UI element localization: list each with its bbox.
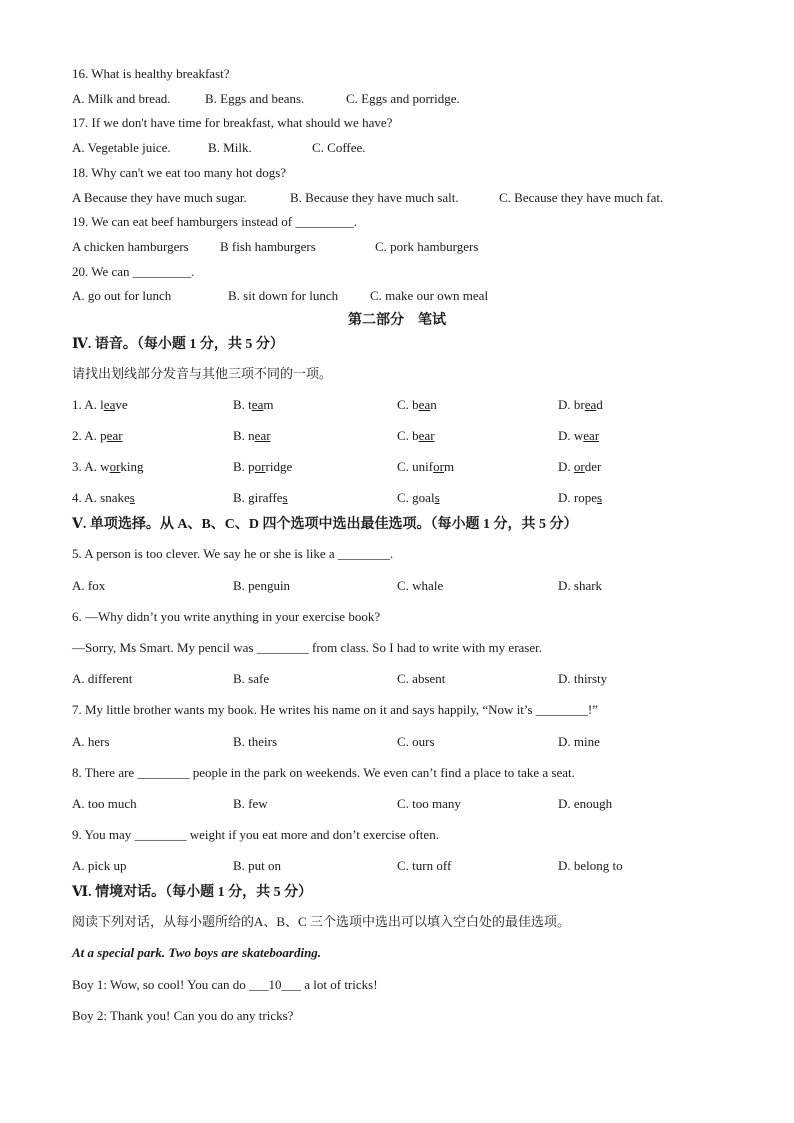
- q9-option-d: D. belong to: [558, 858, 623, 873]
- phonics-4-option-d: D. ropes: [558, 490, 603, 505]
- question-6-stem-2: —Sorry, Ms Smart. My pencil was ________ from class. So I had to write with my eraser.: [72, 640, 542, 655]
- q7-option-d: D. mine: [558, 734, 600, 749]
- q7-option-b: B. theirs: [233, 734, 278, 749]
- q19-option-b: B fish hamburgers: [220, 239, 316, 254]
- q19-option-a: A chicken hamburgers: [72, 239, 189, 254]
- question-9-stem: 9. You may ________ weight if you eat more and don’t exercise often.: [72, 827, 439, 842]
- q5-option-a: A. fox: [72, 578, 106, 593]
- q5-option-d: D. shark: [558, 578, 603, 593]
- question-8-stem: 8. There are ________ people in the park on weekends. We even can’t find a place to take a seat.: [72, 765, 575, 780]
- blank-10[interactable]: ___10___: [249, 977, 301, 992]
- phonics-2-option-c: C. bear: [397, 428, 435, 443]
- q19-option-c: C. pork hamburgers: [375, 239, 479, 254]
- q20-option-a: A. go out for lunch: [72, 288, 172, 303]
- q8-option-d: D. enough: [558, 796, 613, 811]
- question-19-stem: 19. We can eat beef hamburgers instead of _________.: [72, 214, 358, 229]
- phonics-4-option-a: 4. A. snakes: [72, 490, 135, 505]
- section-6-title: Ⅵ. 情境对话。（每小题 1 分，共 5 分）: [72, 885, 313, 900]
- q17-option-c: C. Coffee.: [312, 140, 366, 155]
- question-18-stem: 18. Why can't we eat too many hot dogs?: [72, 165, 287, 180]
- part-two-title: 第二部分 笔试: [348, 313, 446, 328]
- q9-option-a: A. pick up: [72, 858, 127, 873]
- question-7-stem: 7. My little brother wants my book. He writes his name on it and says happily, “Now it’s ________!”: [72, 702, 598, 717]
- phonics-3-option-d: D. order: [558, 459, 602, 474]
- phonics-3-option-a: 3. A. working: [72, 459, 144, 474]
- phonics-2-option-b: B. near: [233, 428, 271, 443]
- q8-option-a: A. too much: [72, 796, 137, 811]
- q8-option-c: C. too many: [397, 796, 461, 811]
- question-20-stem: 20. We can _________.: [72, 264, 195, 279]
- section-5-title: Ⅴ. 单项选择。从 A、B、C、D 四个选项中选出最佳选项。（每小题 1 分，共 5 分）: [72, 517, 578, 532]
- phonics-4-option-c: C. goals: [397, 490, 440, 505]
- q9-option-c: C. turn off: [397, 858, 452, 873]
- dialogue-scene: At a special park. Two boys are skateboarding.: [72, 945, 322, 960]
- question-6-stem-1: 6. —Why didn’t you write anything in your exercise book?: [72, 609, 381, 624]
- question-17-stem: 17. If we don't have time for breakfast, what should we have?: [72, 115, 393, 130]
- dialogue-line-1: Boy 1: Wow, so cool! You can do ___10___ a lot of tricks!: [72, 977, 378, 992]
- section-4-title: Ⅳ. 语音。（每小题 1 分，共 5 分）: [72, 337, 284, 352]
- phonics-1-option-d: D. bread: [558, 397, 603, 412]
- q18-option-b: B. Because they have much salt.: [290, 190, 459, 205]
- q9-option-b: B. put on: [233, 858, 282, 873]
- phonics-4-option-b: B. giraffes: [233, 490, 288, 505]
- q16-option-a: A. Milk and bread.: [72, 91, 171, 106]
- section-4-instruction: 请找出划线部分发音与其他三项不同的一项。: [72, 366, 333, 381]
- q5-option-c: C. whale: [397, 578, 444, 593]
- phonics-3-option-c: C. uniform: [397, 459, 455, 474]
- phonics-2-option-d: D. wear: [558, 428, 600, 443]
- phonics-1-option-b: B. team: [233, 397, 274, 412]
- q7-option-a: A. hers: [72, 734, 110, 749]
- phonics-3-option-b: B. porridge: [233, 459, 293, 474]
- phonics-1-option-a: 1. A. leave: [72, 397, 128, 412]
- q20-option-b: B. sit down for lunch: [228, 288, 339, 303]
- q6-option-c: C. absent: [397, 671, 446, 686]
- phonics-1-option-c: C. bean: [397, 397, 437, 412]
- q6-option-d: D. thirsty: [558, 671, 608, 686]
- q17-option-b: B. Milk.: [208, 140, 252, 155]
- q8-option-b: B. few: [233, 796, 268, 811]
- q6-option-a: A. different: [72, 671, 133, 686]
- section-6-instruction: 阅读下列对话，从每小题所给的A、B、C 三个选项中选出可以填入空白处的最佳选项。: [72, 914, 570, 929]
- q6-option-b: B. safe: [233, 671, 270, 686]
- q18-option-a: A Because they have much sugar.: [72, 190, 247, 205]
- q5-option-b: B. penguin: [233, 578, 291, 593]
- q16-option-b: B. Eggs and beans.: [205, 91, 305, 106]
- q18-option-c: C. Because they have much fat.: [499, 190, 664, 205]
- question-5-stem: 5. A person is too clever. We say he or she is like a ________.: [72, 546, 394, 561]
- dialogue-line-2: Boy 2: Thank you! Can you do any tricks?: [72, 1008, 294, 1023]
- question-16-stem: 16. What is healthy breakfast?: [72, 66, 230, 81]
- q16-option-c: C. Eggs and porridge.: [346, 91, 460, 106]
- q20-option-c: C. make our own meal: [370, 288, 489, 303]
- q17-option-a: A. Vegetable juice.: [72, 140, 171, 155]
- phonics-2-option-a: 2. A. pear: [72, 428, 123, 443]
- q7-option-c: C. ours: [397, 734, 435, 749]
